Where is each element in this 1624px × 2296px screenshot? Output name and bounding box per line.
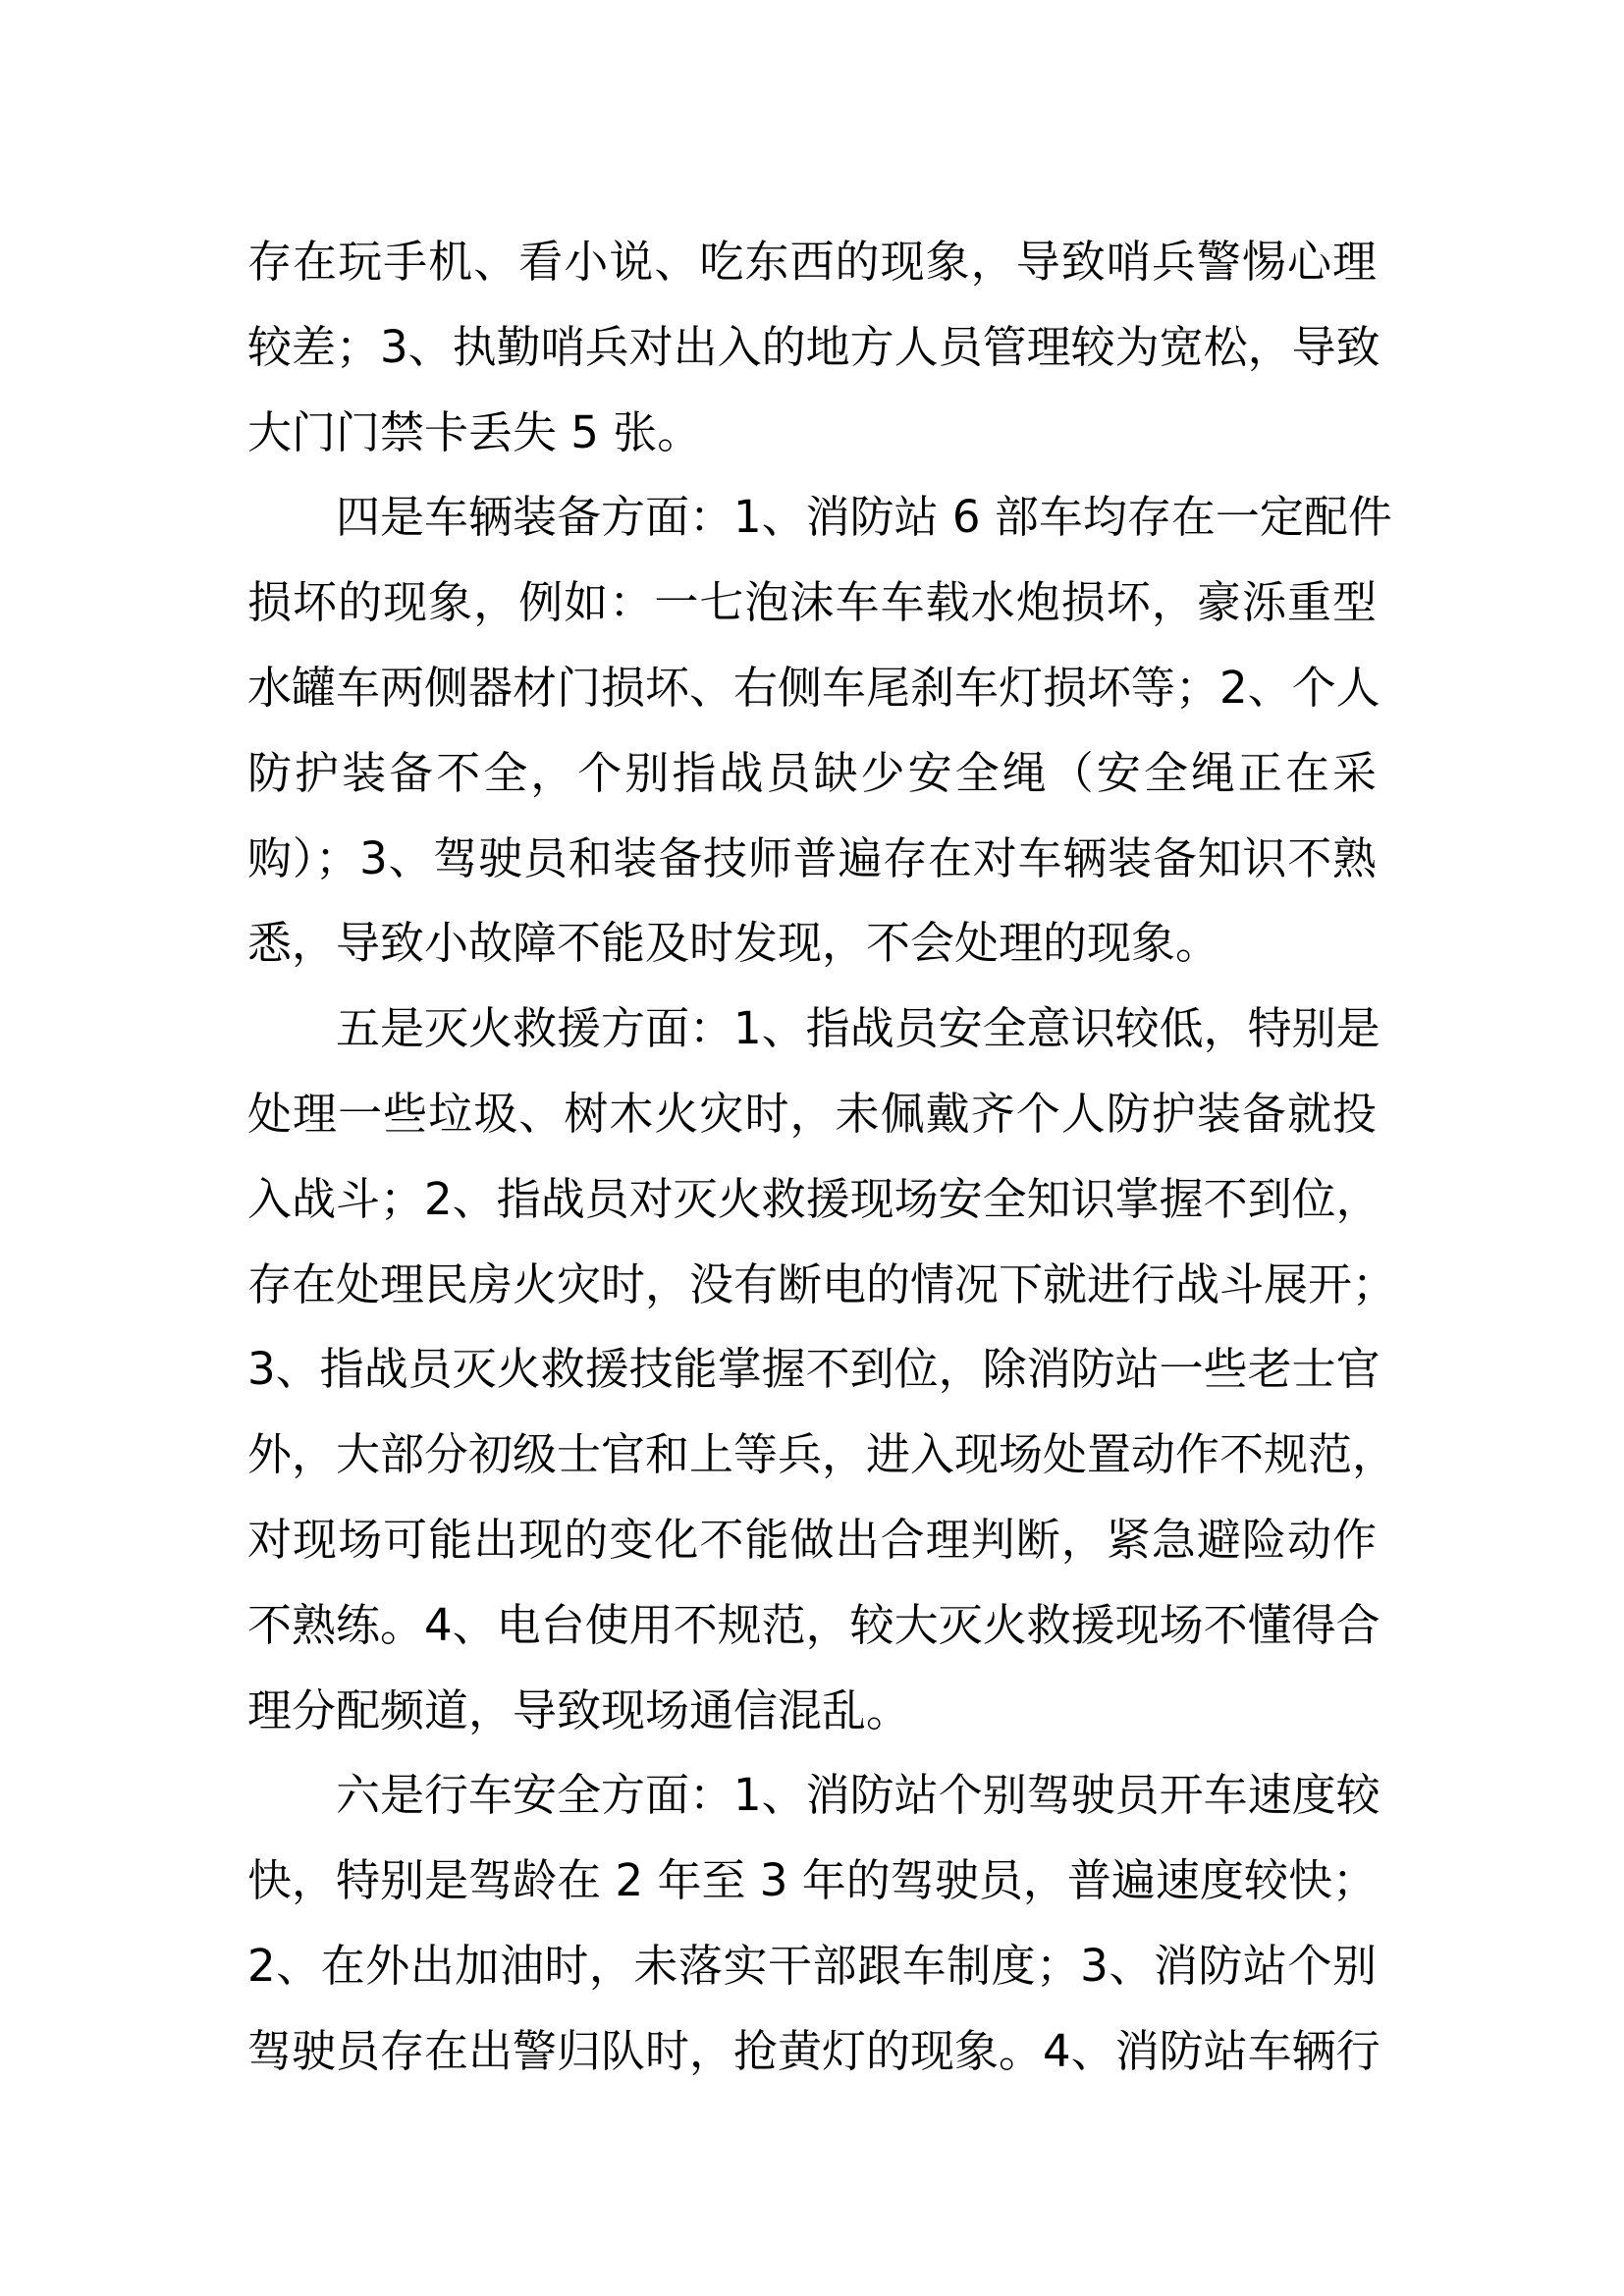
- text-line: 理分配频道，导致现场通信混乱。: [247, 1683, 911, 1736]
- text-line: 水罐车两侧器材门损坏、右侧车尾刹车灯损坏等；2、个人: [247, 661, 1380, 714]
- text-line: 购）；3、驾驶员和装备技师普遍存在对车辆装备知识不熟: [247, 831, 1377, 884]
- text-line: 对现场可能出现的变化不能做出合理判断，紧急避险动作: [247, 1513, 1377, 1566]
- text-line: 四是车辆装备方面：1、消防站 6 部车均存在一定配件: [336, 491, 1392, 544]
- text-line: 入战斗；2、指战员对灭火救援现场安全知识掌握不到位，: [247, 1172, 1380, 1225]
- text-line: 不熟练。4、电台使用不规范，较大灭火救援现场不懂得合: [247, 1598, 1380, 1651]
- text-line: 快，特别是驾龄在 2 年至 3 年的驾驶员，普遍速度较快；: [247, 1854, 1377, 1907]
- text-line: 悉，导致小故障不能及时发现，不会处理的现象。: [247, 917, 1220, 970]
- document-page: [247, 220, 1397, 2095]
- text-line: 驾驶员存在出警归队时，抢黄灯的现象。4、消防站车辆行: [247, 2024, 1380, 2077]
- text-line: 六是行车安全方面：1、消防站个别驾驶员开车速度较: [336, 1769, 1380, 1822]
- text-line: 防护装备不全，个别指战员缺少安全绳（安全绳正在采: [247, 746, 1377, 799]
- text-line: 3、指战员灭火救援技能掌握不到位，除消防站一些老士官: [247, 1343, 1380, 1396]
- paragraph: [247, 220, 1380, 475]
- text-line: 外，大部分初级士官和上等兵，进入现场处置动作不规范，: [247, 1428, 1397, 1481]
- paragraph: [247, 475, 1392, 987]
- paragraph: [247, 987, 1397, 1753]
- paragraph: [247, 1753, 1380, 2094]
- text-line: 2、在外出加油时，未落实干部跟车制度；3、消防站个别: [247, 1939, 1377, 1992]
- text-line: 损坏的现象，例如：一七泡沫车车载水炮损坏，豪泺重型: [247, 576, 1377, 629]
- text-line: 五是灭火救援方面：1、指战员安全意识较低，特别是: [336, 1002, 1380, 1055]
- text-line: 存在处理民房火灾时，没有断电的情况下就进行战斗展开；: [247, 1257, 1397, 1310]
- text-line: 大门门禁卡丢失 5 张。: [247, 405, 702, 458]
- text-line: 存在玩手机、看小说、吃东西的现象，导致哨兵警惕心理: [247, 236, 1377, 288]
- text-line: 处理一些垃圾、树木火灾时，未佩戴齐个人防护装备就投: [247, 1087, 1377, 1140]
- text-line: 较差；3、执勤哨兵对出入的地方人员管理较为宽松，导致: [247, 320, 1380, 373]
